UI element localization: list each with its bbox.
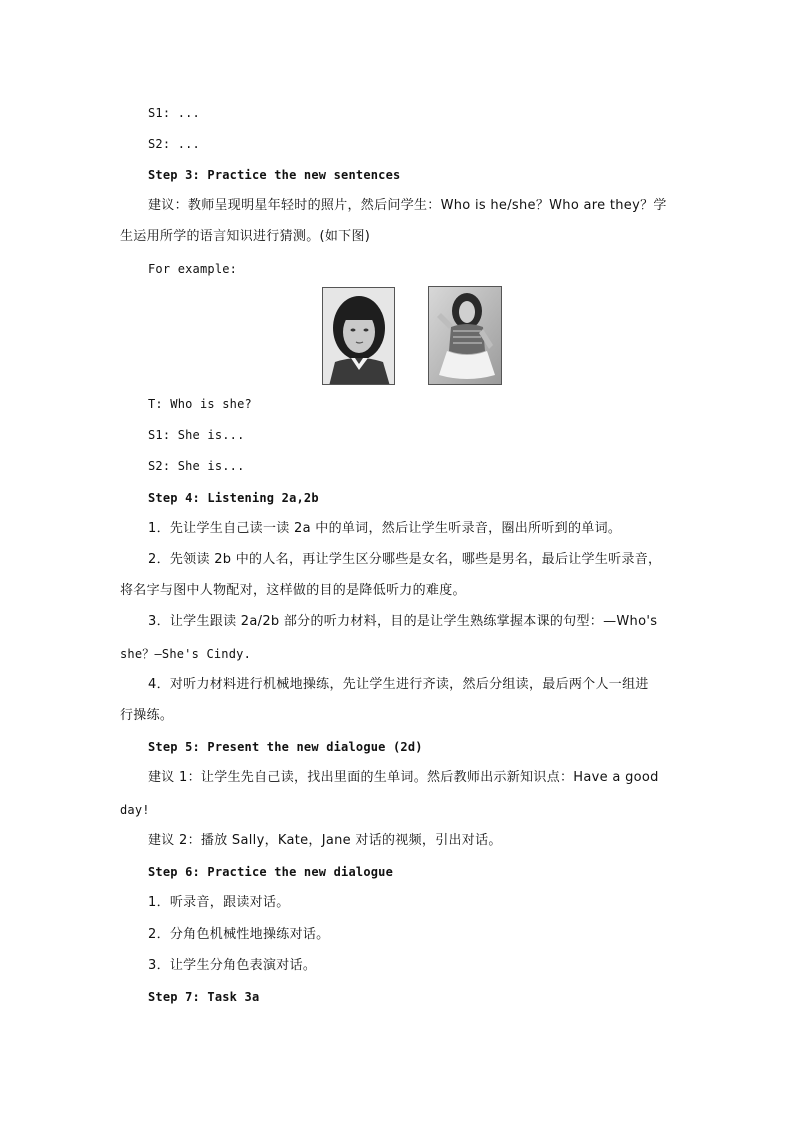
portrait-photo-girl	[322, 287, 395, 385]
step-4-heading: Step 4: Listening 2a,2b	[148, 491, 319, 505]
suggestion-1-cont: day!	[120, 803, 150, 817]
dialogue-line-s2: S2: She is...	[148, 459, 245, 473]
dialogue-line-s1: S1: ...	[148, 106, 200, 120]
list-item-4: 4．对听力材料进行机械地操练，先让学生进行齐读，然后分组读，最后两个人一组进	[148, 677, 649, 692]
list-item-2: 2．分角色机械性地操练对话。	[148, 927, 330, 942]
list-item-3: 3．让学生跟读 2a/2b 部分的听力材料，目的是让学生熟练掌握本课的句型：—Who's	[148, 614, 658, 629]
suggestion-2: 建议 2：播放 Sally，Kate，Jane 对话的视频，引出对话。	[148, 833, 502, 848]
list-item-2: 2．先领读 2b 中的人名，再让学生区分哪些是女名，哪些是男名，最后让学生听录音，	[148, 552, 662, 567]
list-item-3-cont: she？—She's Cindy.	[120, 647, 251, 661]
portrait-girl-image	[323, 288, 395, 385]
step-6-heading: Step 6: Practice the new dialogue	[148, 865, 394, 879]
portrait-photo-woman	[428, 286, 502, 385]
paragraph-line: 建议：教师呈现明星年轻时的照片，然后问学生：Who is he/she？Who are they？学	[148, 198, 667, 213]
example-label: For example:	[148, 262, 238, 276]
step-7-heading: Step 7: Task 3a	[148, 990, 260, 1004]
list-item-1: 1．听录音，跟读对话。	[148, 895, 290, 910]
step-3-heading: Step 3: Practice the new sentences	[148, 168, 401, 182]
step-5-heading: Step 5: Present the new dialogue (2d)	[148, 740, 423, 754]
dialogue-line-s2: S2: ...	[148, 137, 200, 151]
list-item-4-cont: 行操练。	[120, 708, 174, 723]
list-item-3: 3．让学生分角色表演对话。	[148, 958, 317, 973]
list-item-2-cont: 将名字与图中人物配对，这样做的目的是降低听力的难度。	[120, 583, 466, 598]
dialogue-line-teacher: T: Who is she?	[148, 397, 252, 411]
dialogue-line-s1: S1: She is...	[148, 428, 245, 442]
list-item-1: 1．先让学生自己读一读 2a 中的单词，然后让学生听录音，圈出所听到的单词。	[148, 521, 622, 536]
paragraph-line: 生运用所学的语言知识进行猜测。(如下图)	[120, 229, 371, 244]
portrait-woman-image	[429, 287, 502, 385]
suggestion-1: 建议 1：让学生先自己读，找出里面的生单词。然后教师出示新知识点：Have a good	[148, 770, 659, 785]
